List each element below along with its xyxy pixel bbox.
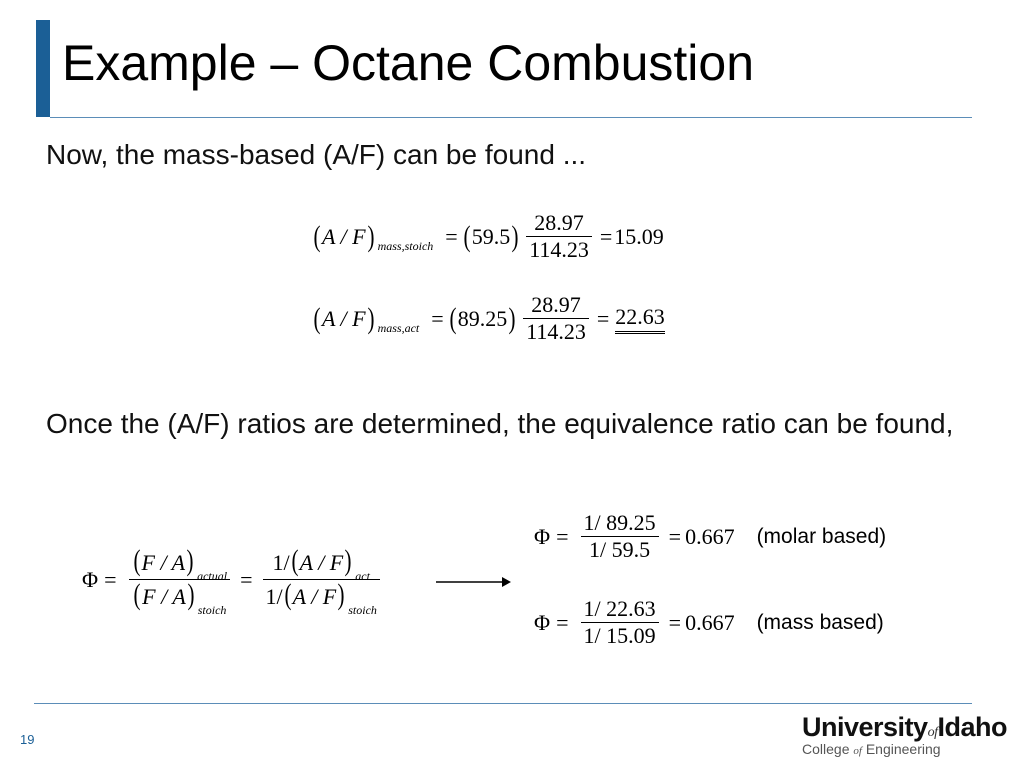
lhs: A / F xyxy=(322,223,366,249)
result-underlined: 22.63 xyxy=(615,304,665,334)
title-accent-bar xyxy=(36,20,50,117)
factor: 59.5 xyxy=(471,223,511,249)
fraction: $\frac{1/ 89.25}{1/ 59.5}$ xyxy=(581,510,659,563)
footer-divider xyxy=(34,703,972,704)
fraction: $\frac{28.97}{114.23}$ xyxy=(523,292,589,345)
result: 0.667 xyxy=(685,609,735,635)
lhs: A / F xyxy=(322,305,366,331)
subscript: mass,act xyxy=(377,321,420,336)
subscript: mass,stoich xyxy=(377,239,434,254)
title-divider xyxy=(50,117,972,118)
intro-text: Now, the mass-based (A/F) can be found ... xyxy=(46,139,587,170)
equation-af-mass-act: ( A / F ) mass,act = ( 89.25 ) $\frac{28.97}{114.23}$ = 22.63 xyxy=(313,292,665,345)
equation-phi-mass: Φ = $\frac{1/ 22.63}{1/ 15.09}$ = 0.667 (mass based) xyxy=(534,596,884,649)
result: 0.667 xyxy=(685,523,735,549)
university-logo: UniversityofIdaho College of Engineering xyxy=(802,712,1007,757)
page-number: 19 xyxy=(20,732,35,747)
phi-symbol: Φ xyxy=(82,566,99,592)
equation-phi-definition: Φ = $\frac{(F / A) _{actual}}{(F / A) _{stoich}}$ = $\frac{1/(A / F) _{act}}{1/(A / F) _{stoich}}$ xyxy=(82,546,386,613)
fraction-inverse-af: $\frac{1/(A / F) _{act}}{1/(A / F) _{stoich}}$ xyxy=(263,546,380,613)
equation-phi-molar: Φ = $\frac{1/ 89.25}{1/ 59.5}$ = 0.667 (molar based) xyxy=(534,510,887,563)
result: 15.09 xyxy=(614,223,664,249)
slide-title: Example – Octane Combustion xyxy=(62,35,755,91)
fraction: $\frac{28.97}{114.23}$ xyxy=(526,210,592,263)
mid-text: Once the (A/F) ratios are determined, the equivalence ratio can be found, xyxy=(46,408,954,439)
molar-based-label: (molar based) xyxy=(756,524,887,548)
right-arrow-icon xyxy=(436,573,512,591)
factor: 89.25 xyxy=(457,305,508,331)
fraction-fa: $\frac{(F / A) _{actual}}{(F / A) _{stoich}}$ xyxy=(129,546,231,613)
mass-based-label: (mass based) xyxy=(756,610,884,634)
equation-af-mass-stoich: ( A / F ) mass,stoich = ( 59.5 ) $\frac{28.97}{114.23}$ = 15.09 xyxy=(313,210,664,263)
fraction: $\frac{1/ 22.63}{1/ 15.09}$ xyxy=(581,596,659,649)
